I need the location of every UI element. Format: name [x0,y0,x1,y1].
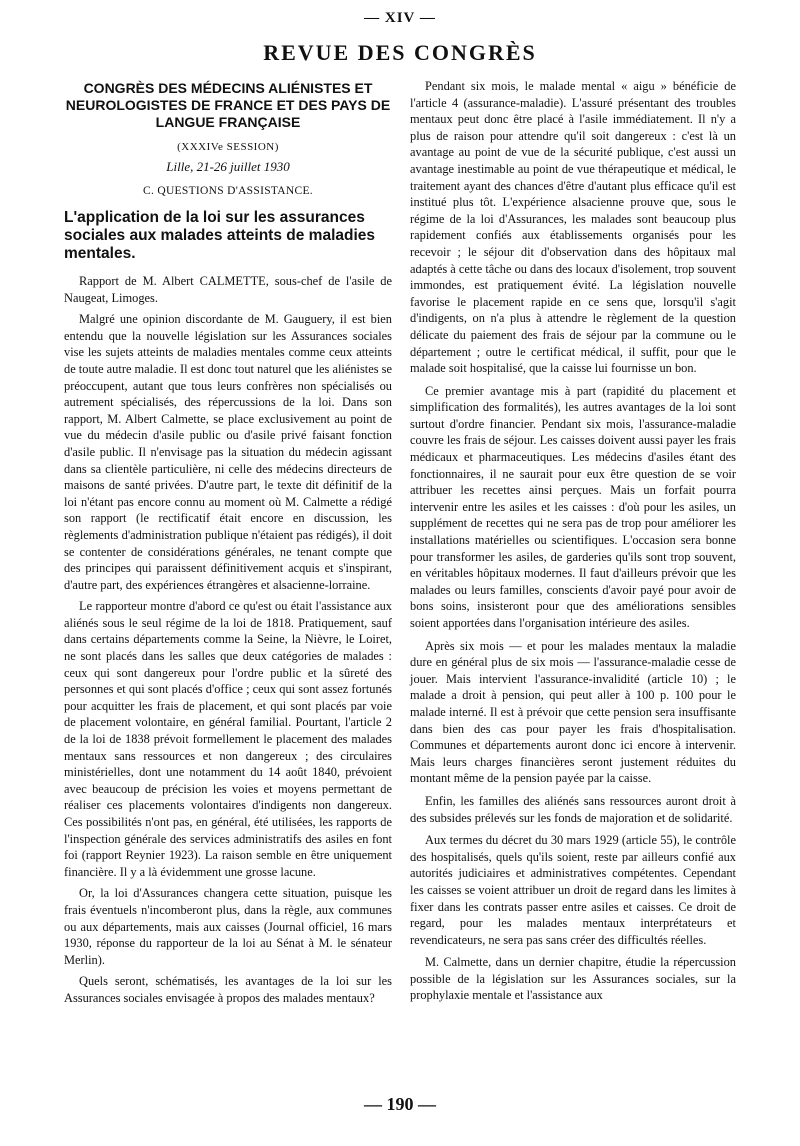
left-paragraph: Malgré une opinion discordante de M. Gauguery, il est bien entendu que la nouvelle législation sur les Assurances sociales vise les sujets atteints de maladies mentales comme ceux atteints de toute autre maladie. Il est donc tout naturel que les aliénistes se préoccupent, autant que tous leurs confrères non spécialisés ou autrement spécialisés, des répercussions de la loi. Dans son rapport, M. Albert Calmette, se place exclusivement au point de vue du médecin d'asile public ou d'asile privé faisant fonction d'asile public. Il n'envisage pas la situation du médecin agissant dans sa clientèle particulière, ni celle des médecins directeurs de maisons de santé privées. D'autre part, le texte dit définitif de la loi n'étant pas encore connu au moment où M. Calmette a rédigé son rapport (le rectificatif était encore en discussion, les règlements d'administration publique n'étaient pas rédigés), il doit se contenter de considérations générales, ne tenant compte que des principes qui paraissent définitivement acquis et s'inspirant, d'autre part, des expériences étrangères et alsacienne-lorraine. [64,312,392,592]
right-paragraph: Aux termes du décret du 30 mars 1929 (article 55), le contrôle des hospitalisés, quels qu'ils soient, reste par ailleurs confié aux autorités judiciaires et administratives compétentes. Cependant les caisses se voient attribuer un droit de regard dans les limites à fixer dans les contrats passer entre asiles et caisses. Ce droit de regard, pour les malades mentaux interprétateurs et revendicateurs, ne sera pas sans créer des difficultés réelles. [410,833,736,947]
right-paragraph: Ce premier avantage mis à part (rapidité du placement et simplification des formalités), les autres avantages de la loi sont surtout d'ordre financier. Pendant six mois, l'assurance-maladie couvre les frais de séjour. Les caisses doivent aussi payer les frais médicaux et pharmaceutiques. Les médecins d'asiles étant des fonctionnaires, il ne saurait pour eux être question de se voir attribuer les recettes ainsi perçues. Mais un forfait pourra intervenir entre les asiles et les caisses : d'où pour les asiles, un supplément de recettes qui ne sera pas de trop pour améliorer les installations matérielles ou scientifiques. L'occasion sera bonne pour transformer les asiles, de garderies qu'ils sont trop souvent, en véritables hôpitaux modernes. Il faut d'ailleurs prévoir que les malades ou leurs familles, conscients d'avoir payé pour avoir de bons soins, insisteront pour que des améliorations sensibles soient apportées dans l'organisation intérieure des asiles. [410,383,736,630]
article-title: L'application de la loi sur les assurances sociales aux malades atteints de maladies mentales. [64,209,376,262]
right-column [410,78,736,1010]
section-label: C. QUESTIONS D'ASSISTANCE. [143,185,313,197]
left-paragraph: Le rapporteur montre d'abord ce qu'est ou était l'assistance aux aliénés sous le seul régime de la loi de 1818. Pratiquement, sauf dans certains départements comme la Seine, la Nièvre, le Loiret, ne sont placés dans les salles que deux catégories de malades : ceux qui sont dangereux pour l'ordre public et la sûreté des personnes et qui sont placés d'office ; ceux qui sont assez fortunés pour acquitter les frais de placement, et qui sont placés par voie de placement volontaire, en général familial. Pourtant, l'article 2 de la loi de 1838 prévoit formellement le placement des malades mentaux sans ressources et non dangereux ; des circulaires ministérielles, dont une notamment du 14 août 1840, prévoient avec beaucoup de précision les voies et moyens permettant de réaliser ces placements volontaires d'indigents non dangereux. Ces possibilités n'ont pas, en général, été utilisées, les rapports de l'inspection générale des services administratifs des asiles en font foi (rapport Reynier 1923). La raison semble en être uniquement financière. Il y a là évidemment une grosse lacune. [64,599,392,879]
left-paragraph: Quels seront, schématisés, les avantages de la loi sur les Assurances sociales envisagée à propos des malades mentaux? [64,974,392,1005]
left-paragraph: Rapport de M. Albert CALMETTE, sous-chef de l'asile de Naugeat, Limoges. [64,274,392,305]
congress-name: CONGRÈS DES MÉDECINS ALIÉNISTES ET NEUROLOGISTES DE FRANCE ET DES PAYS DE LANGUE FRANÇAISE [65,80,391,130]
running-title: REVUE DES CONGRÈS [263,40,537,65]
right-paragraph: M. Calmette, dans un dernier chapitre, étudie la répercussion possible de la législation sur les Assurances sociales, sur la prophylaxie mentale et l'assistance aux [410,955,736,1003]
left-column [64,78,392,1012]
left-paragraph: Or, la loi d'Assurances changera cette situation, puisque les frais éventuels n'incomberont plus, dans la règle, aux communes ou aux départements, mais aux caisses (Journal officiel, 16 mars 1930, réponse du rapporteur de la loi au Sénat à M. le sénateur Merlin). [64,886,392,967]
place-date: Lille, 21-26 juillet 1930 [166,159,290,174]
right-paragraph: Après six mois — et pour les malades mentaux la maladie dure en général plus de six mois — l'assurance-maladie cesse de jouer. Mais intervient l'assurance-invalidité (article 10) ; le malade a droit à pension, qui peut aller à 100 p. 100 pour le malade interné. Il est à prévoir que cette pension sera insuffisante dans bien des cas pour payer les frais d'hospitalisation. Communes et départements auront donc ici encore à intervenir. Mais leurs charges financières seront justement réduites du montant même de la pension payée par la caisse. [410,638,736,786]
roman-page-number: — XIV — [364,10,436,26]
right-paragraph: Pendant six mois, le malade mental « aigu » bénéficie de l'article 4 (assurance-maladie). L'assuré présentant des troubles mentaux peut donc être placé à l'asile immédiatement. Il n'y a plus de raison pour attendre qu'il soit dangereux : c'est là un avantage au point de vue de la sécurité publique, c'est aussi un avantage inestimable au point de vue thérapeutique et médical, le traitement ayant des chances d'être d'autant plus efficace qu'il est institué plus tôt. L'expérience alsacienne prouve que, sous le régime de la loi d'Assurances, les malades sont beaucoup plus rapidement confiés aux établissements organisés pour les recevoir ; le séjour dit d'observation dans des hôpitaux mal adaptés à cette tâche ou dans des locaux d'isolement, trop souvent immondes, est pratiquement évité. La législation nouvelle favorise le placement rapide en ce sens que, lorsqu'il s'agit d'indigents, on n'a plus à attendre le règlement de la question délicate du paiement des frais de séjour par la commune ou le département ; outre le certificat médical, il suffit, pour que le malade soit hospitalisé, que la caisse lui fournisse un bon. [410,79,737,376]
right-paragraph: Enfin, les familles des aliénés sans ressources auront droit à des subsides prélevés sur les fonds de majoration et de solidarité. [410,793,736,825]
page-number: — 190 — [364,1094,436,1114]
session-label: (XXXIVe SESSION) [177,141,279,153]
